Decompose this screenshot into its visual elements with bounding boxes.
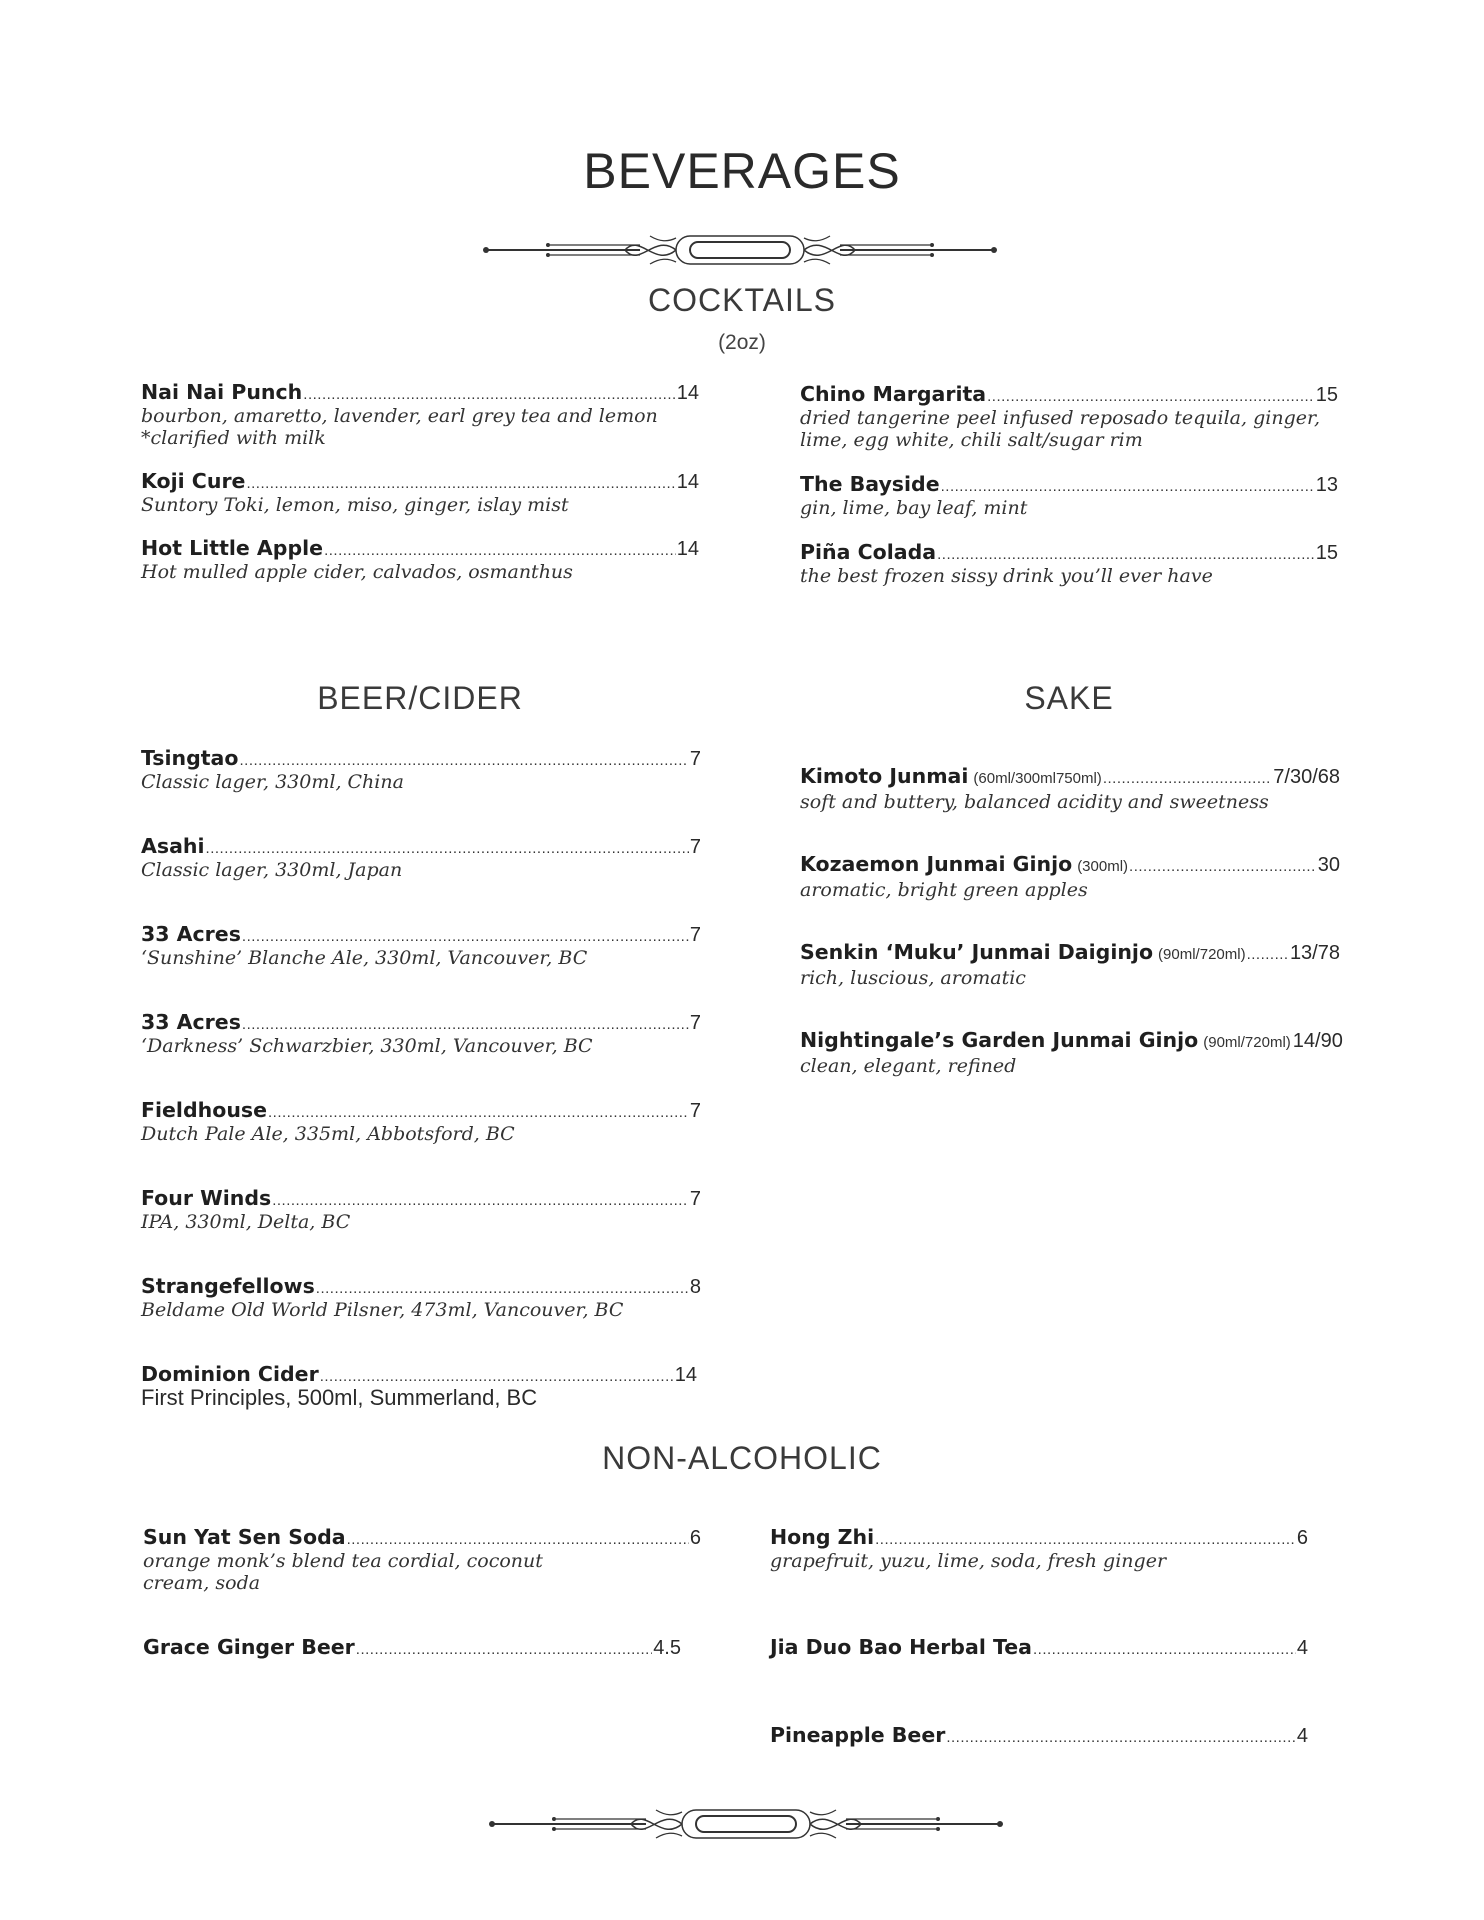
item-price: 7 [689,924,701,946]
menu-item [800,1028,1343,1077]
beer-cider-list [141,746,701,1409]
menu-item [141,922,701,1010]
item-price: 14/90 [1292,1030,1343,1052]
item-price: 6 [1296,1527,1308,1549]
item-price: 7 [689,836,701,858]
item-price: 4.5 [653,1637,681,1659]
menu-item [800,940,1340,1028]
menu-item [800,540,1338,587]
menu-item [143,1525,701,1635]
item-price: 15 [1315,542,1338,564]
item-name: Pineapple Beer [770,1723,946,1747]
item-name: Dominion Cider [141,1362,319,1386]
item-description: Suntory Toki, lemon, miso, ginger, islay mist [141,494,569,516]
menu-item [770,1525,1308,1635]
item-name: 33 Acres [141,922,241,946]
menu-item [770,1635,1308,1723]
menu-item [770,1723,1308,1748]
beer-cider-heading: BEER/CIDER [317,680,523,716]
item-description: Classic lager, 330ml, China [141,771,404,793]
item-description: clean, elegant, refined [800,1055,1017,1077]
item-price: 30 [1317,854,1340,876]
item-price: 7 [689,1012,701,1034]
item-price: 7 [689,1100,701,1122]
item-description: Beldame Old World Pilsner, 473ml, Vancouver, BC [141,1299,624,1321]
item-description: Hot mulled apple cider, calvados, osmanthus [141,561,573,583]
item-description: gin, lime, bay leaf, mint [800,497,1028,519]
item-description: grapefruit, yuzu, lime, soda, fresh ginger [770,1550,1167,1572]
non-alcoholic-left-column [143,1525,701,1660]
menu-item [141,834,701,922]
item-description: soft and buttery, balanced acidity and sweetness [800,791,1269,813]
item-price: 14 [674,1364,697,1386]
menu-item [141,1098,701,1186]
item-name: Kimoto Junmai [800,764,969,788]
menu-item [800,852,1340,940]
item-description: Classic lager, 330ml, Japan [141,859,403,881]
item-description: *clarified with milk [141,427,326,449]
menu-item [800,382,1338,451]
menu-item [800,764,1340,852]
item-volume: (60ml/300ml750ml) [973,770,1102,787]
menu-item [141,536,699,583]
page-title: BEVERAGES [583,143,901,199]
cocktails-right-column [800,382,1338,587]
sake-list [800,764,1343,1077]
item-description: bourbon, amaretto, lavender, earl grey tea and lemon [141,405,658,427]
item-name: Sun Yat Sen Soda [143,1525,346,1549]
item-name: Tsingtao [141,746,239,770]
item-description: First Principles, 500ml, Summerland, BC [141,1385,538,1410]
ornamental-divider-icon [480,228,1000,272]
item-price: 4 [1296,1637,1308,1659]
item-name: Senkin ‘Muku’ Junmai Daiginjo [800,940,1154,964]
item-price: 13 [1315,474,1338,496]
menu-item [141,1274,701,1362]
cocktails-left-column [141,380,699,583]
item-description: cream, soda [143,1572,261,1594]
non-alcoholic-right-column [770,1525,1308,1748]
item-name: Asahi [141,834,205,858]
ornamental-divider-icon [486,1802,1006,1846]
item-description: the best frozen sissy drink you’ll ever have [800,565,1213,587]
item-name: Piña Colada [800,540,937,564]
menu-item [143,1635,701,1660]
item-price: 7 [689,748,701,770]
menu-item [141,1186,701,1274]
item-price: 7 [689,1188,701,1210]
item-price: 7/30/68 [1273,766,1340,788]
item-description: orange monk’s blend tea cordial, coconut [143,1550,543,1572]
item-name: Jia Duo Bao Herbal Tea [770,1635,1032,1659]
item-price: 15 [1315,384,1338,406]
menu-item [141,1010,701,1098]
item-name: Grace Ginger Beer [143,1635,355,1659]
menu-item [800,472,1338,519]
item-description: IPA, 330ml, Delta, BC [141,1211,351,1233]
item-volume: (90ml/720ml) [1158,946,1246,963]
item-price: 13/78 [1289,942,1340,964]
item-price: 4 [1296,1725,1308,1747]
cocktails-note: (2oz) [718,331,766,354]
item-name: 33 Acres [141,1010,241,1034]
item-description: rich, luscious, aromatic [800,967,1026,989]
item-price: 14 [676,471,699,493]
item-price: 8 [689,1276,701,1298]
item-price: 14 [676,382,699,404]
item-volume: (90ml/720ml) [1203,1034,1291,1051]
item-description: lime, egg white, chili salt/sugar rim [800,429,1143,451]
item-price: 14 [676,538,699,560]
item-name: Hong Zhi [770,1525,875,1549]
item-name: Chino Margarita [800,382,987,406]
cocktails-heading: COCKTAILS [648,282,836,318]
item-description: dried tangerine peel infused reposado tequila, ginger, [800,407,1321,429]
sake-heading: SAKE [1024,680,1114,716]
item-name: Koji Cure [141,469,246,493]
item-name: Hot Little Apple [141,536,324,560]
item-name: Nightingale’s Garden Junmai Ginjo [800,1028,1199,1052]
item-description: ‘Darkness’ Schwarzbier, 330ml, Vancouver, BC [141,1035,593,1057]
item-description: Dutch Pale Ale, 335ml, Abbotsford, BC [141,1123,515,1145]
item-description: ‘Sunshine’ Blanche Ale, 330ml, Vancouver, BC [141,947,588,969]
item-volume: (300ml) [1077,858,1129,875]
item-name: Fieldhouse [141,1098,268,1122]
item-name: Strangefellows [141,1274,315,1298]
non-alcoholic-heading: NON-ALCOHOLIC [602,1440,882,1476]
item-description: aromatic, bright green apples [800,879,1088,901]
item-name: Four Winds [141,1186,272,1210]
item-name: Kozaemon Junmai Ginjo [800,852,1073,876]
menu-item [141,469,699,516]
menu-item [141,1362,701,1409]
item-price: 6 [689,1527,701,1549]
item-name: The Bayside [800,472,940,496]
menu-item [141,746,701,834]
item-name: Nai Nai Punch [141,380,303,404]
menu-item [141,380,699,449]
